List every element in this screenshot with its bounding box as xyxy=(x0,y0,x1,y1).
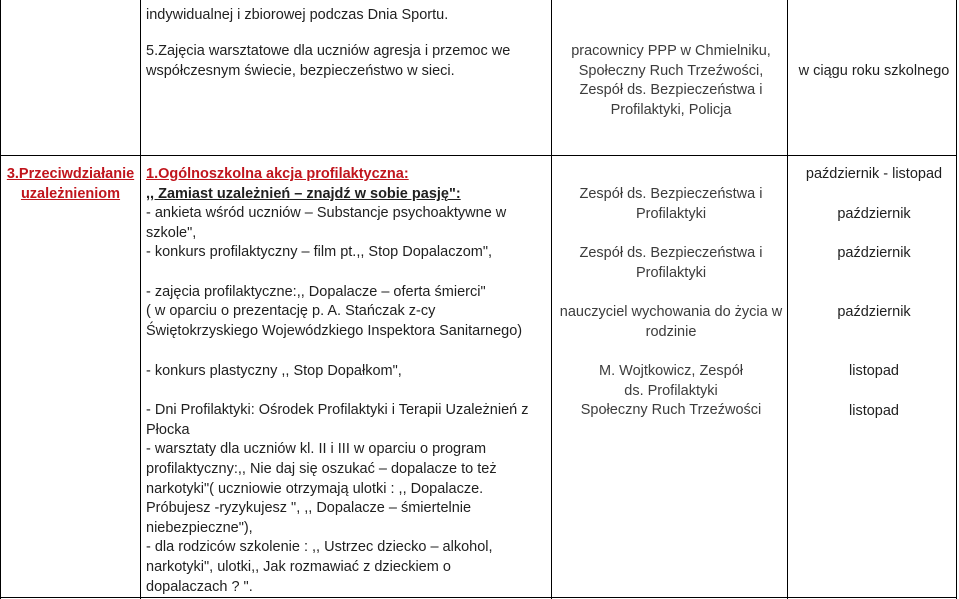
responsible-block-1b xyxy=(556,244,786,283)
activity-text: dopalaczach ? ". xyxy=(146,578,253,595)
activity-subheading: ,, Zamiast uzależnień – znajdź w sobie pasję": xyxy=(146,185,461,202)
activity-text: - Dni Profilaktyki: Ośrodek Profilaktyki i Terapii Uzależnień z xyxy=(146,402,529,419)
activity-text xyxy=(146,382,544,402)
date-text: październik xyxy=(837,206,911,222)
responsible-text: nauczyciel wychowania do życia w xyxy=(559,304,783,320)
responsible-text: Zespół ds. Bezpieczeństwa i xyxy=(579,245,763,261)
date-text: w ciągu roku szkolnego xyxy=(798,63,950,79)
activity-text: 5.Zajęcia warsztatowe dla uczniów agresja i przemoc we xyxy=(146,43,511,59)
responsible-text: rodzinie xyxy=(645,323,697,340)
date-item xyxy=(789,362,959,382)
activity-text: niebezpieczne"), xyxy=(146,519,253,536)
date-item xyxy=(789,244,959,264)
table-row-divider xyxy=(0,155,957,156)
section-title-line: uzależnieniom xyxy=(20,185,121,202)
table-border-left xyxy=(0,0,1,599)
activity-text: - ankieta wśród uczniów – Substancje psychoaktywne w xyxy=(146,205,507,222)
date-5-cell xyxy=(789,62,959,82)
row-continued-text xyxy=(146,6,544,26)
table-column-divider xyxy=(140,0,141,599)
responsible-5-cell xyxy=(556,42,786,120)
date-text: listopad xyxy=(849,363,899,379)
activity-text: indywidualnej i zbiorowej podczas Dnia Sportu. xyxy=(146,7,449,23)
responsible-text: Społeczny Ruch Trzeźwości xyxy=(580,402,762,419)
activity-text: Świętokrzyskiego Wojewódzkiego Inspektora Sanitarnego) xyxy=(146,322,523,339)
activity-text: profilaktyczny:,, Nie daj się oszukać – dopalacze to też xyxy=(146,460,497,477)
table-column-divider xyxy=(787,0,788,599)
activity-heading: 1.Ogólnoszkolna akcja profilaktyczna: xyxy=(146,166,409,182)
activity-text: współczesnym świecie, bezpieczeństwo w sieci. xyxy=(146,62,455,79)
activity-text: Płocka xyxy=(146,421,190,438)
activity-text: - warsztaty dla uczniów kl. II i III w oparciu o program xyxy=(146,441,487,458)
date-item xyxy=(789,402,959,422)
activity-text: szkole", xyxy=(146,224,197,241)
responsible-text: Zespół ds. Bezpieczeństwa i xyxy=(579,186,763,202)
date-item xyxy=(789,165,959,185)
activity-text xyxy=(146,263,544,283)
table-column-divider xyxy=(551,0,552,599)
activity-block-2 xyxy=(146,362,544,597)
activity-text: - konkurs profilaktyczny – film pt.,, Stop Dopalaczom", xyxy=(146,244,493,261)
activity-text: - konkurs plastyczny ,, Stop Dopałkom", xyxy=(146,363,402,379)
table-border-bottom xyxy=(0,597,957,598)
responsible-block-1c xyxy=(556,303,786,342)
responsible-block-1a xyxy=(556,185,786,224)
activity-text: narkotyki", ulotki,, Jak rozmawiać z dzieckiem o xyxy=(146,558,451,575)
activity-5-cell xyxy=(146,42,544,81)
activity-text: Próbujesz -ryzykujesz ", ,, Dopalacze – śmiertelnie xyxy=(146,500,472,517)
section-title-line: 3.Przeciwdziałanie xyxy=(6,166,135,182)
responsible-text: Zespół ds. Bezpieczeństwa i xyxy=(579,82,763,99)
responsible-text: M. Wojtkowicz, Zespół xyxy=(599,363,743,379)
section-title xyxy=(3,165,138,204)
table-border-right xyxy=(956,0,957,599)
date-text: listopad xyxy=(849,403,899,419)
date-text: październik xyxy=(837,245,911,261)
responsible-text: pracownicy PPP w Chmielniku, xyxy=(571,43,771,59)
responsible-text: Społeczny Ruch Trzeźwości, xyxy=(578,62,764,79)
date-text: październik - listopad xyxy=(805,166,943,182)
responsible-text: Profilaktyki, Policja xyxy=(610,101,732,118)
responsible-text: Profilaktyki xyxy=(635,264,707,281)
activity-text: narkotyki"( uczniowie otrzymają ulotki : ,, Dopalacze. xyxy=(146,480,484,497)
responsible-text: Profilaktyki xyxy=(635,205,707,222)
responsible-text: ds. Profilaktyki xyxy=(624,382,718,399)
date-item xyxy=(789,303,959,323)
activity-text: - dla rodziców szkolenie : ,, Ustrzec dziecko – alkohol, xyxy=(146,539,493,556)
responsible-block-2 xyxy=(556,362,786,421)
activity-text: ( w oparciu o prezentację p. A. Stańczak z-cy xyxy=(146,303,436,320)
date-item xyxy=(789,205,959,225)
date-text: październik xyxy=(837,304,911,320)
activity-text: - zajęcia profilaktyczne:,, Dopalacze – oferta śmierci" xyxy=(146,283,486,300)
activity-block-1 xyxy=(146,165,544,341)
